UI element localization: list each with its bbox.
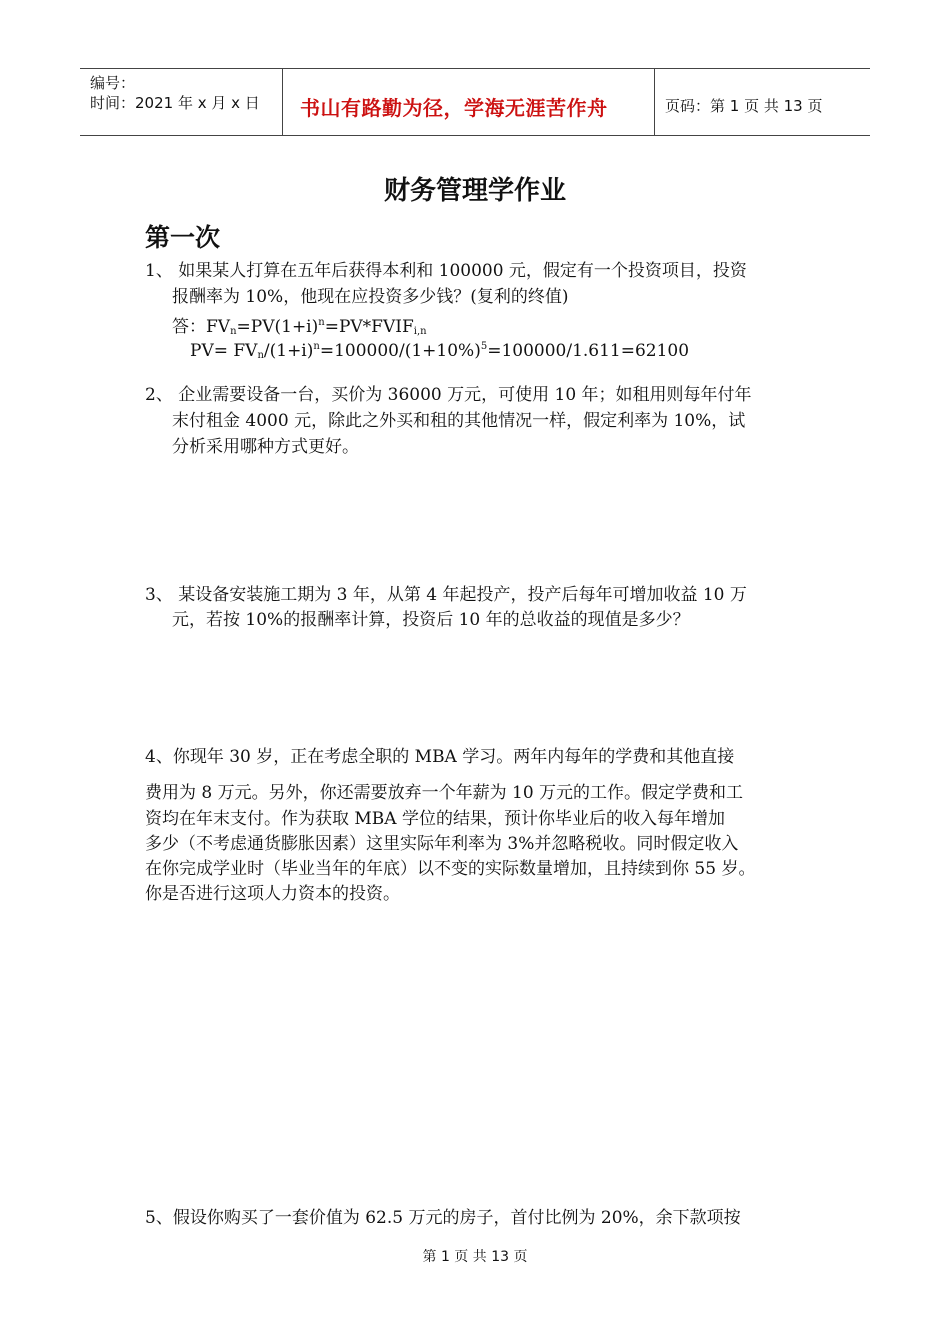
section-heading: 第一次 [145, 223, 221, 252]
q5-line-1: 5、假设你购买了一套价值为 62.5 万元的房子，首付比例为 20%，余下款项按 [145, 1208, 741, 1228]
q4-line-1: 4、你现年 30 岁，正在考虑全职的 MBA 学习。两年内每年的学费和其他直接 [145, 747, 735, 767]
q1-line-1: 1、 如果某人打算在五年后获得本利和 100000 元，假定有一个投资项目，投资 [145, 261, 747, 281]
q1-answer-sup-n: n [318, 317, 325, 328]
q1-pv-end: =100000/1.611=62100 [487, 341, 690, 361]
header-time-label: 时间：2021 年 x 月 x 日 [90, 94, 260, 112]
document-title: 财务管理学作业 [383, 176, 566, 206]
header-divider-left [282, 68, 283, 136]
q1-pv-prefix: PV= FV [190, 341, 258, 361]
q1-pv-sup-n: n [313, 341, 320, 352]
q3-line-1: 3、 某设备安装施工期为 3 年，从第 4 年起投产，投产后每年可增加收益 10 万 [145, 585, 747, 605]
q4-line-3: 资均在年末支付。作为获取 MBA 学位的结果，预计你毕业后的收入每年增加 [145, 809, 725, 829]
header-motto: 书山有路勤为径，学海无涯苦作舟 [300, 96, 608, 120]
q1-pv-sub-n: n [257, 350, 264, 361]
q1-answer-mid2: =PV*FVIF [324, 317, 414, 337]
q1-pv-mid1: /(1+i) [263, 341, 314, 361]
q1-line-2: 报酬率为 10%，他现在应投资多少钱？(复利的终值) [172, 287, 569, 307]
q1-pv-mid2: =100000/(1+10%) [319, 341, 481, 361]
q1-answer-sub-n: n [230, 326, 237, 337]
q1-answer-prefix: 答：FV [172, 317, 231, 337]
q1-pv-sup-5: 5 [480, 341, 488, 352]
header-number-label: 编号： [90, 74, 136, 92]
header-page-info: 页码：第 1 页 共 13 页 [665, 97, 823, 115]
q4-line-5: 在你完成学业时（毕业当年的年底）以不变的实际数量增加，且持续到你 55 岁。 [145, 859, 756, 879]
q4-line-2: 费用为 8 万元。另外，你还需要放弃一个年薪为 10 万元的工作。假定学费和工 [145, 783, 744, 803]
q4-line-4: 多少（不考虑通货膨胀因素）这里实际年利率为 3%并忽略税收。同时假定收入 [145, 834, 739, 854]
q4-line-6: 你是否进行这项人力资本的投资。 [145, 884, 400, 904]
q1-answer-mid1: =PV(1+i) [236, 317, 319, 337]
q2-line-3: 分析采用哪种方式更好。 [172, 437, 359, 457]
q2-line-1: 2、 企业需要设备一台，买价为 36000 万元，可使用 10 年；如租用则每年付年 [145, 385, 752, 405]
header-bottom-border [80, 135, 870, 136]
q2-line-2: 末付租金 4000 元，除此之外买和租的其他情况一样，假定利率为 10%，试 [172, 411, 746, 431]
q3-line-2: 元，若按 10%的报酬率计算，投资后 10 年的总收益的现值是多少？ [172, 610, 690, 630]
q1-answer-sub-in: i,n [413, 326, 427, 337]
page-footer: 第 1 页 共 13 页 [422, 1249, 528, 1265]
q1-pv-formula [190, 333, 689, 369]
header-divider-right [654, 68, 655, 136]
header-top-border [80, 68, 870, 69]
